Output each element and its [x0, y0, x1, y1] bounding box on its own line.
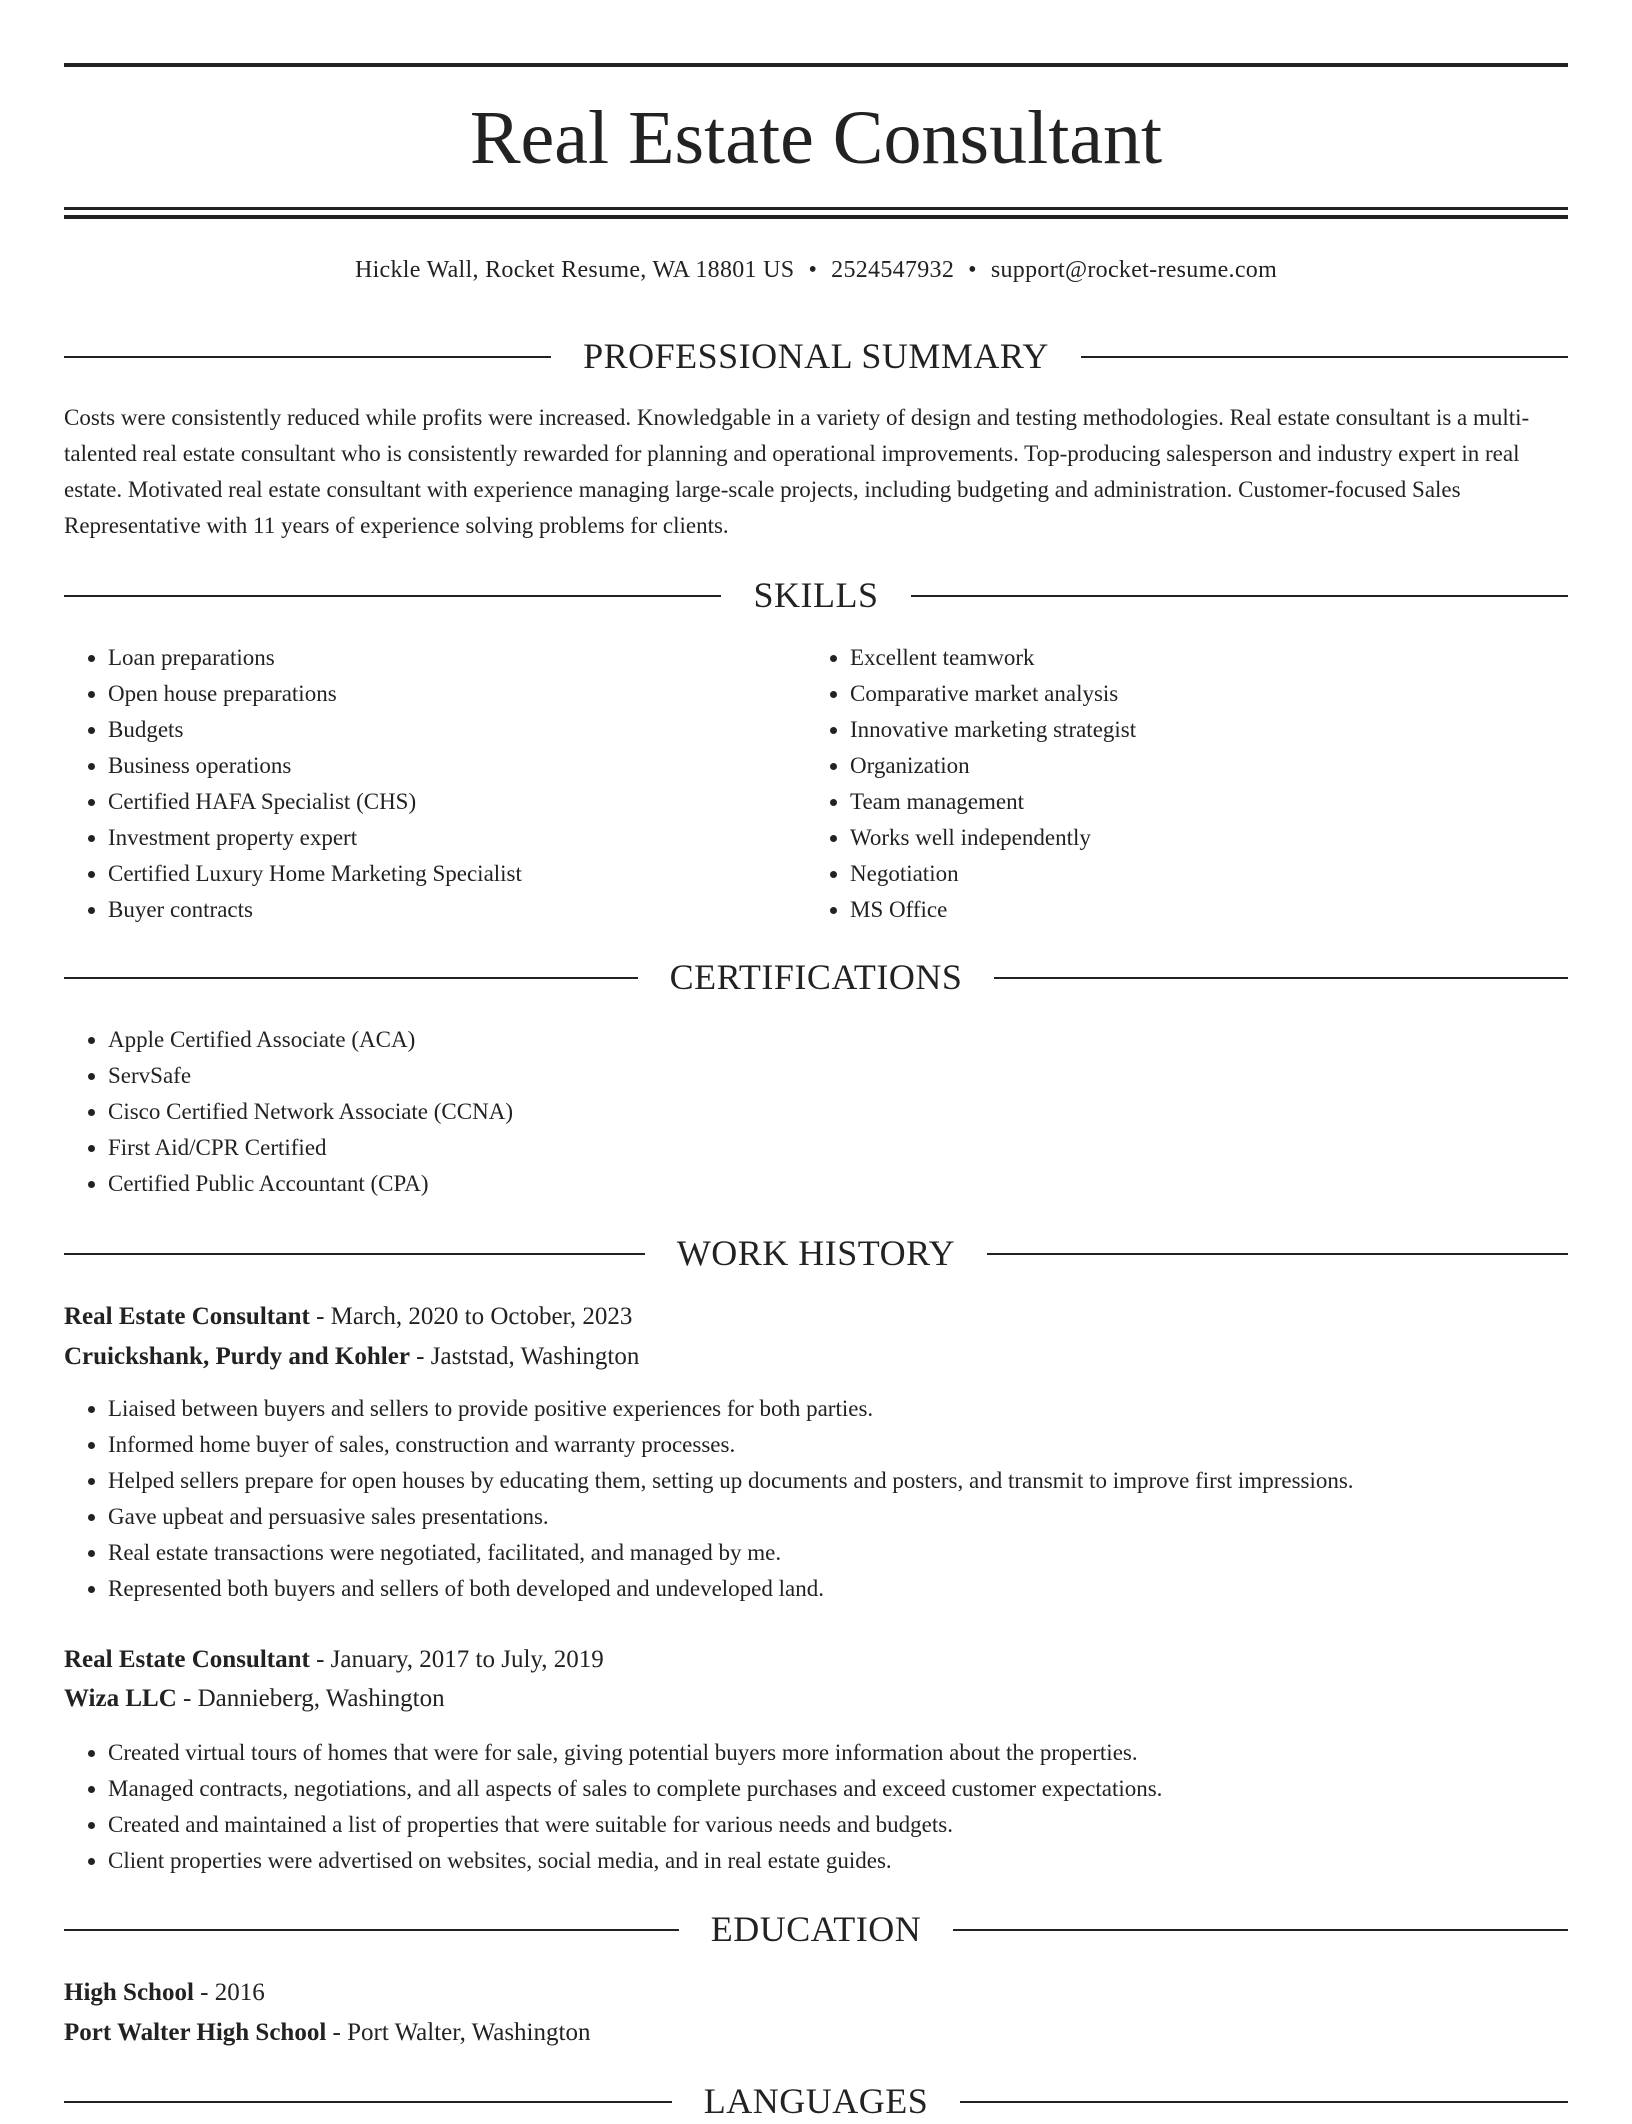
contact-email: support@rocket-resume.com [990, 257, 1278, 283]
section-heading-languages [64, 2078, 1568, 2124]
section-heading-education [64, 1906, 1568, 1952]
job-location: - Jaststad, Washington [409, 1343, 640, 1370]
certification-item: • ServSafe [108, 1058, 1508, 1094]
education-year: - 2016 [193, 1979, 265, 2006]
education-degree-line [64, 1975, 265, 2011]
job-bullet: • Created and maintained a list of properties that were suitable for various needs and budgets. [108, 1807, 1568, 1843]
skill-item: • Buyer contracts [108, 892, 808, 928]
contact-line [0, 254, 1632, 286]
education-degree: High School [64, 1979, 194, 2006]
job-company-line [64, 1339, 639, 1375]
job-bullet: • Managed contracts, negotiations, and all aspects of sales to complete purchases and exceed customer expectations. [108, 1771, 1568, 1807]
job-company-line [64, 1681, 445, 1717]
skill-item: • MS Office [850, 892, 1550, 928]
section-heading-certifications [64, 954, 1568, 1000]
resume-name: Real Estate Consultant [469, 96, 1163, 180]
certification-item: • Apple Certified Associate (ACA) [108, 1022, 1508, 1058]
job-bullet: • Created virtual tours of homes that were for sale, giving potential buyers more information about the properties. [108, 1735, 1568, 1771]
skill-item: • Business operations [108, 748, 808, 784]
job-company: Wiza LLC [64, 1685, 177, 1712]
skill-item: • Loan preparations [108, 640, 808, 676]
skills-list-left [64, 640, 808, 928]
skill-item: • Certified Luxury Home Marketing Specialist [108, 856, 808, 892]
skill-item: • Team management [850, 784, 1550, 820]
section-heading-skills [64, 572, 1568, 618]
skill-item: • Works well independently [850, 820, 1550, 856]
job-bullet: • Represented both buyers and sellers of both developed and undeveloped land. [108, 1571, 1568, 1607]
section-heading-summary [64, 333, 1568, 379]
education-school: Port Walter High School [64, 2019, 327, 2046]
job-bullet: • Helped sellers prepare for open houses by educating them, setting up documents and posters, and transmit to improve first impressions. [108, 1463, 1568, 1499]
contact-separator: • [808, 257, 818, 283]
job-bullet: • Informed home buyer of sales, construction and warranty processes. [108, 1427, 1568, 1463]
languages-heading: LANGUAGES [672, 2081, 961, 2121]
skill-item: • Certified HAFA Specialist (CHS) [108, 784, 808, 820]
job-company: Cruickshank, Purdy and Kohler [64, 1343, 410, 1370]
job-bullets [64, 1391, 1568, 1607]
section-heading-work-history [64, 1230, 1568, 1276]
job-location: - Dannieberg, Washington [176, 1685, 445, 1712]
certification-item: • Certified Public Accountant (CPA) [108, 1166, 1508, 1202]
skills-heading: SKILLS [721, 575, 910, 615]
contact-phone: 2524547932 [831, 257, 955, 283]
skill-item: • Investment property expert [108, 820, 808, 856]
job-bullet: • Client properties were advertised on websites, social media, and in real estate guides. [108, 1843, 1568, 1879]
job-title: Real Estate Consultant [64, 1646, 310, 1673]
job-title-line [64, 1299, 632, 1335]
summary-text: Costs were consistently reduced while profits were increased. Knowledgable in a variety of design and testing methodologies. Real estate consultant is a multi-talented real estate consultant who is consistently rewarded for planning and operational improvements. Top-producing salesperson and industry expert in real estate. Motivated real estate consultant with experience managing large-scale projects, including budgeting and administration. Customer-focused Sales Representative with 11 years of experience solving problems for clients. [64, 405, 1530, 538]
education-location: - Port Walter, Washington [326, 2019, 591, 2046]
job-dates: - January, 2017 to July, 2019 [309, 1646, 604, 1673]
skill-item: • Negotiation [850, 856, 1550, 892]
certification-item: • Cisco Certified Network Associate (CCNA) [108, 1094, 1508, 1130]
job-bullet: • Liaised between buyers and sellers to provide positive experiences for both parties. [108, 1391, 1568, 1427]
contact-separator: • [968, 257, 977, 283]
job-bullet: • Real estate transactions were negotiated, facilitated, and managed by me. [108, 1535, 1568, 1571]
education-heading: EDUCATION [679, 1909, 953, 1949]
header-double-rule-top [64, 207, 1568, 210]
skill-item: • Innovative marketing strategist [850, 712, 1550, 748]
job-title-line [64, 1642, 604, 1678]
certifications-list [64, 1022, 1508, 1202]
job-bullet: • Gave upbeat and persuasive sales presentations. [108, 1499, 1568, 1535]
job-dates: - March, 2020 to October, 2023 [309, 1303, 633, 1330]
skill-item: • Comparative market analysis [850, 676, 1550, 712]
job-title: Real Estate Consultant [64, 1303, 310, 1330]
certification-item: • First Aid/CPR Certified [108, 1130, 1508, 1166]
skill-item: • Excellent teamwork [850, 640, 1550, 676]
summary-heading: PROFESSIONAL SUMMARY [551, 336, 1081, 376]
certifications-heading: CERTIFICATIONS [638, 957, 995, 997]
header-top-rule [64, 63, 1568, 67]
skills-list-right [806, 640, 1550, 928]
header-double-rule-bottom [64, 215, 1568, 219]
job-bullets [64, 1735, 1568, 1879]
education-school-line [64, 2015, 590, 2051]
work-heading: WORK HISTORY [645, 1233, 987, 1273]
skill-item: • Open house preparations [108, 676, 808, 712]
skill-item: • Organization [850, 748, 1550, 784]
contact-address: Hickle Wall, Rocket Resume, WA 18801 US [354, 257, 795, 283]
skill-item: • Budgets [108, 712, 808, 748]
